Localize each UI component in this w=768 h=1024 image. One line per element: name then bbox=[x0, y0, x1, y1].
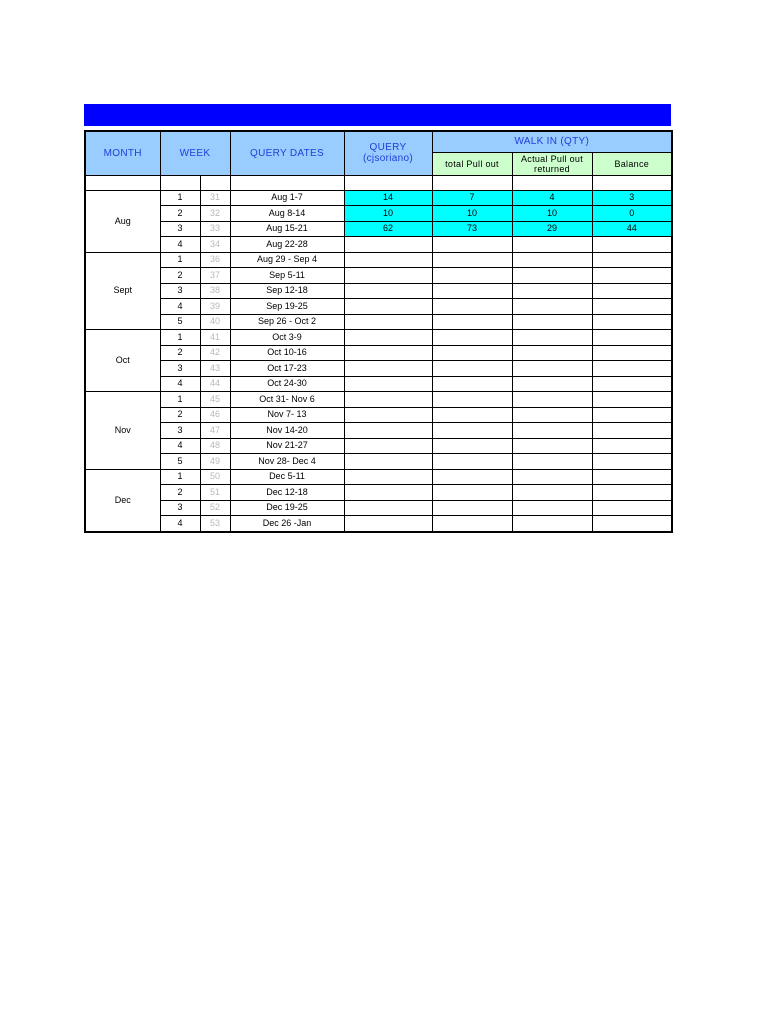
actual-returned-cell bbox=[512, 376, 592, 392]
week-number-cell: 42 bbox=[200, 345, 230, 361]
query-cell bbox=[344, 345, 432, 361]
header-month: MONTH bbox=[85, 131, 160, 175]
actual-returned-cell bbox=[512, 345, 592, 361]
query-cell: 14 bbox=[344, 190, 432, 206]
query-dates-cell: Dec 12-18 bbox=[230, 485, 344, 501]
balance-cell bbox=[592, 268, 672, 284]
query-cell bbox=[344, 283, 432, 299]
week-cell: 4 bbox=[160, 376, 200, 392]
query-cell bbox=[344, 376, 432, 392]
query-dates-cell: Sep 19-25 bbox=[230, 299, 344, 315]
table-row bbox=[85, 516, 672, 532]
title-bar bbox=[84, 104, 671, 126]
blank-row bbox=[85, 175, 672, 190]
week-cell: 5 bbox=[160, 454, 200, 470]
week-number-cell: 48 bbox=[200, 438, 230, 454]
table-row bbox=[85, 268, 672, 284]
week-number-cell: 38 bbox=[200, 283, 230, 299]
actual-returned-cell bbox=[512, 500, 592, 516]
week-number-cell: 41 bbox=[200, 330, 230, 346]
table-row bbox=[85, 407, 672, 423]
header-balance: Balance bbox=[592, 152, 672, 175]
balance-cell bbox=[592, 438, 672, 454]
header-walk-in: WALK IN (QTY) bbox=[432, 131, 672, 152]
table-row bbox=[85, 500, 672, 516]
balance-cell bbox=[592, 361, 672, 377]
week-number-cell: 51 bbox=[200, 485, 230, 501]
query-cell: 62 bbox=[344, 221, 432, 237]
total-pull-out-cell bbox=[432, 454, 512, 470]
header-query-dates: QUERY DATES bbox=[230, 131, 344, 175]
actual-returned-cell bbox=[512, 407, 592, 423]
query-cell bbox=[344, 268, 432, 284]
week-cell: 3 bbox=[160, 500, 200, 516]
query-dates-cell: Dec 5-11 bbox=[230, 469, 344, 485]
actual-returned-cell bbox=[512, 469, 592, 485]
actual-returned-cell bbox=[512, 299, 592, 315]
total-pull-out-cell bbox=[432, 469, 512, 485]
total-pull-out-cell bbox=[432, 423, 512, 439]
total-pull-out-cell bbox=[432, 252, 512, 268]
query-cell bbox=[344, 454, 432, 470]
actual-returned-cell bbox=[512, 314, 592, 330]
balance-cell: 3 bbox=[592, 190, 672, 206]
week-number-cell: 44 bbox=[200, 376, 230, 392]
query-dates-cell: Nov 7- 13 bbox=[230, 407, 344, 423]
total-pull-out-cell bbox=[432, 361, 512, 377]
actual-returned-cell bbox=[512, 485, 592, 501]
balance-cell bbox=[592, 392, 672, 408]
table-row bbox=[85, 423, 672, 439]
total-pull-out-cell bbox=[432, 345, 512, 361]
balance-cell bbox=[592, 252, 672, 268]
actual-returned-cell bbox=[512, 454, 592, 470]
week-number-cell: 32 bbox=[200, 206, 230, 222]
balance-cell: 0 bbox=[592, 206, 672, 222]
weekly-query-table bbox=[84, 130, 673, 533]
header-query-label: QUERY bbox=[369, 142, 407, 154]
table-row bbox=[85, 345, 672, 361]
table-row bbox=[85, 438, 672, 454]
balance-cell bbox=[592, 516, 672, 532]
week-number-cell: 49 bbox=[200, 454, 230, 470]
balance-cell bbox=[592, 299, 672, 315]
query-dates-cell: Oct 3-9 bbox=[230, 330, 344, 346]
query-cell bbox=[344, 330, 432, 346]
query-cell bbox=[344, 392, 432, 408]
week-number-cell: 43 bbox=[200, 361, 230, 377]
table-row bbox=[85, 221, 672, 237]
query-dates-cell: Oct 17-23 bbox=[230, 361, 344, 377]
header-week: WEEK bbox=[160, 131, 230, 175]
month-cell: Oct bbox=[85, 330, 160, 392]
week-cell: 3 bbox=[160, 423, 200, 439]
total-pull-out-cell bbox=[432, 438, 512, 454]
table-row bbox=[85, 237, 672, 253]
balance-cell bbox=[592, 330, 672, 346]
balance-cell bbox=[592, 500, 672, 516]
query-cell bbox=[344, 500, 432, 516]
week-cell: 4 bbox=[160, 516, 200, 532]
table-row bbox=[85, 361, 672, 377]
week-cell: 2 bbox=[160, 345, 200, 361]
actual-returned-cell: 10 bbox=[512, 206, 592, 222]
actual-returned-cell bbox=[512, 283, 592, 299]
week-number-cell: 37 bbox=[200, 268, 230, 284]
month-cell: Aug bbox=[85, 190, 160, 252]
total-pull-out-cell: 73 bbox=[432, 221, 512, 237]
week-cell: 1 bbox=[160, 330, 200, 346]
week-cell: 1 bbox=[160, 392, 200, 408]
week-cell: 1 bbox=[160, 190, 200, 206]
query-dates-cell: Nov 28- Dec 4 bbox=[230, 454, 344, 470]
table-row bbox=[85, 469, 672, 485]
total-pull-out-cell bbox=[432, 268, 512, 284]
actual-returned-cell bbox=[512, 516, 592, 532]
actual-returned-cell bbox=[512, 252, 592, 268]
query-dates-cell: Aug 29 - Sep 4 bbox=[230, 252, 344, 268]
query-cell bbox=[344, 252, 432, 268]
week-number-cell: 36 bbox=[200, 252, 230, 268]
actual-returned-cell: 29 bbox=[512, 221, 592, 237]
header-query bbox=[344, 131, 432, 175]
table-row bbox=[85, 283, 672, 299]
week-number-cell: 53 bbox=[200, 516, 230, 532]
query-dates-cell: Aug 22-28 bbox=[230, 237, 344, 253]
week-number-cell: 40 bbox=[200, 314, 230, 330]
table-row bbox=[85, 252, 672, 268]
total-pull-out-cell bbox=[432, 407, 512, 423]
month-cell: Dec bbox=[85, 469, 160, 532]
query-dates-cell: Nov 14-20 bbox=[230, 423, 344, 439]
table-row bbox=[85, 454, 672, 470]
week-cell: 2 bbox=[160, 407, 200, 423]
week-cell: 2 bbox=[160, 485, 200, 501]
actual-returned-cell bbox=[512, 438, 592, 454]
week-cell: 1 bbox=[160, 469, 200, 485]
query-cell: 10 bbox=[344, 206, 432, 222]
query-dates-cell: Aug 1-7 bbox=[230, 190, 344, 206]
total-pull-out-cell bbox=[432, 392, 512, 408]
week-number-cell: 45 bbox=[200, 392, 230, 408]
query-cell bbox=[344, 485, 432, 501]
total-pull-out-cell bbox=[432, 314, 512, 330]
week-number-cell: 33 bbox=[200, 221, 230, 237]
query-cell bbox=[344, 314, 432, 330]
table-row bbox=[85, 314, 672, 330]
week-cell: 3 bbox=[160, 361, 200, 377]
table-row bbox=[85, 299, 672, 315]
week-cell: 4 bbox=[160, 299, 200, 315]
query-cell bbox=[344, 423, 432, 439]
query-dates-cell: Aug 8-14 bbox=[230, 206, 344, 222]
actual-returned-cell bbox=[512, 330, 592, 346]
total-pull-out-cell: 7 bbox=[432, 190, 512, 206]
query-dates-cell: Nov 21-27 bbox=[230, 438, 344, 454]
table-row bbox=[85, 206, 672, 222]
week-number-cell: 31 bbox=[200, 190, 230, 206]
query-cell bbox=[344, 237, 432, 253]
month-cell: Nov bbox=[85, 392, 160, 470]
week-cell: 3 bbox=[160, 221, 200, 237]
week-number-cell: 50 bbox=[200, 469, 230, 485]
table-row bbox=[85, 485, 672, 501]
actual-returned-cell bbox=[512, 423, 592, 439]
week-cell: 4 bbox=[160, 237, 200, 253]
query-dates-cell: Dec 19-25 bbox=[230, 500, 344, 516]
week-cell: 1 bbox=[160, 252, 200, 268]
header-query-user: (cjsoriano) bbox=[363, 153, 413, 165]
total-pull-out-cell: 10 bbox=[432, 206, 512, 222]
query-dates-cell: Oct 31- Nov 6 bbox=[230, 392, 344, 408]
header-total-pull-out: total Pull out bbox=[432, 152, 512, 175]
actual-returned-cell bbox=[512, 237, 592, 253]
query-cell bbox=[344, 469, 432, 485]
total-pull-out-cell bbox=[432, 330, 512, 346]
query-dates-cell: Oct 24-30 bbox=[230, 376, 344, 392]
balance-cell bbox=[592, 407, 672, 423]
week-cell: 5 bbox=[160, 314, 200, 330]
query-dates-cell: Oct 10-16 bbox=[230, 345, 344, 361]
balance-cell bbox=[592, 283, 672, 299]
table-row bbox=[85, 376, 672, 392]
week-number-cell: 52 bbox=[200, 500, 230, 516]
total-pull-out-cell bbox=[432, 283, 512, 299]
week-cell: 3 bbox=[160, 283, 200, 299]
query-dates-cell: Sep 12-18 bbox=[230, 283, 344, 299]
actual-returned-cell bbox=[512, 361, 592, 377]
month-cell: Sept bbox=[85, 252, 160, 330]
query-dates-cell: Sep 5-11 bbox=[230, 268, 344, 284]
balance-cell bbox=[592, 423, 672, 439]
balance-cell bbox=[592, 314, 672, 330]
query-cell bbox=[344, 407, 432, 423]
balance-cell bbox=[592, 345, 672, 361]
actual-returned-cell bbox=[512, 268, 592, 284]
balance-cell bbox=[592, 469, 672, 485]
table-row bbox=[85, 392, 672, 408]
actual-returned-cell bbox=[512, 392, 592, 408]
week-cell: 2 bbox=[160, 268, 200, 284]
balance-cell bbox=[592, 376, 672, 392]
balance-cell: 44 bbox=[592, 221, 672, 237]
total-pull-out-cell bbox=[432, 500, 512, 516]
actual-returned-cell: 4 bbox=[512, 190, 592, 206]
table-row bbox=[85, 330, 672, 346]
table-row bbox=[85, 190, 672, 206]
total-pull-out-cell bbox=[432, 516, 512, 532]
query-cell bbox=[344, 516, 432, 532]
balance-cell bbox=[592, 237, 672, 253]
header-actual-pull-out-returned: Actual Pull out returned bbox=[512, 152, 592, 175]
total-pull-out-cell bbox=[432, 376, 512, 392]
total-pull-out-cell bbox=[432, 485, 512, 501]
query-cell bbox=[344, 438, 432, 454]
balance-cell bbox=[592, 454, 672, 470]
week-number-cell: 34 bbox=[200, 237, 230, 253]
week-number-cell: 47 bbox=[200, 423, 230, 439]
query-dates-cell: Aug 15-21 bbox=[230, 221, 344, 237]
week-number-cell: 46 bbox=[200, 407, 230, 423]
total-pull-out-cell bbox=[432, 237, 512, 253]
week-cell: 2 bbox=[160, 206, 200, 222]
query-dates-cell: Sep 26 - Oct 2 bbox=[230, 314, 344, 330]
balance-cell bbox=[592, 485, 672, 501]
week-cell: 4 bbox=[160, 438, 200, 454]
query-cell bbox=[344, 299, 432, 315]
total-pull-out-cell bbox=[432, 299, 512, 315]
week-number-cell: 39 bbox=[200, 299, 230, 315]
query-cell bbox=[344, 361, 432, 377]
query-dates-cell: Dec 26 -Jan bbox=[230, 516, 344, 532]
